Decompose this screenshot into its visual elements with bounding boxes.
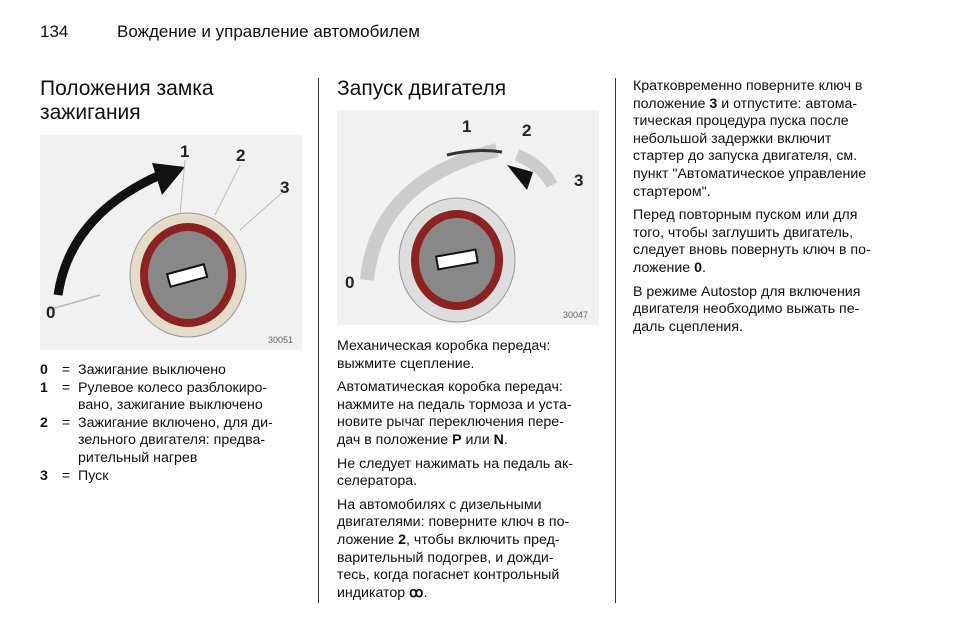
- text-segment: Не следует нажимать на педаль ак-: [337, 455, 573, 472]
- text-segment: пункт "Автоматическое управление: [633, 165, 867, 182]
- text-segment: Автоматическая коробка передач:: [337, 379, 563, 396]
- text-segment: .: [503, 431, 508, 448]
- figure-label: 1: [180, 142, 190, 161]
- paragraph: [633, 284, 895, 337]
- column-2-text: [337, 338, 599, 608]
- text-line: [633, 78, 895, 96]
- legend-equals: =: [61, 362, 71, 378]
- text-segment: варительный подогрев, и дожди-: [337, 549, 554, 566]
- text-segment: двигателями: поверните ключ в по-: [337, 514, 570, 531]
- text-line: [337, 514, 599, 532]
- text-line: [633, 148, 895, 166]
- page-number: 134: [40, 22, 69, 41]
- column-1: [40, 77, 302, 125]
- text-line: [633, 166, 895, 184]
- section-heading: [40, 77, 302, 125]
- text-segment: положение: [633, 95, 710, 112]
- text-line: [337, 532, 599, 550]
- figure-code: 30051: [268, 335, 294, 345]
- legend-item: [40, 362, 302, 380]
- text-segment: тическая процедура пуска после: [633, 113, 849, 130]
- legend-item: [40, 450, 302, 468]
- text-segment: На автомобилях с дизельными: [337, 496, 542, 513]
- figure-label: 3: [280, 178, 290, 197]
- engine-start-figure: [337, 110, 599, 325]
- text-segment: новите рычаг переключения пере-: [337, 414, 564, 431]
- column-2: [337, 77, 599, 101]
- text-segment: ложение: [633, 259, 695, 276]
- text-line: [633, 184, 895, 202]
- legend-key: 0: [40, 362, 48, 378]
- text-line: [337, 585, 599, 603]
- text-segment: выжмите сцепление.: [337, 355, 475, 372]
- text-segment: небольшой задержки включит: [633, 130, 832, 147]
- bold-text: 2: [398, 531, 407, 548]
- text-segment: Перед повторным пуском или для: [633, 207, 858, 224]
- paragraph: [337, 338, 599, 373]
- bold-text: 3: [709, 95, 718, 112]
- text-line: [633, 131, 895, 149]
- text-segment: .: [423, 584, 428, 601]
- legend-text: Пуск: [78, 467, 109, 484]
- text-line: [337, 432, 599, 450]
- column-3-text: [633, 78, 895, 342]
- column-divider: [318, 78, 319, 603]
- legend-equals: =: [61, 379, 71, 396]
- figure-label: 2: [522, 121, 532, 140]
- text-segment: того, чтобы заглушить двигатель,: [633, 224, 854, 241]
- text-segment: двигателя необходимо выжать пе-: [633, 301, 860, 318]
- text-line: [337, 456, 599, 474]
- legend-key: 3: [40, 467, 48, 484]
- paragraph: [337, 456, 599, 491]
- text-segment: и отпустите: автома-: [717, 95, 858, 112]
- text-segment: тесь, когда погаснет контрольный: [337, 567, 560, 584]
- heading-line: Положения замка: [40, 77, 214, 100]
- figure-label: 3: [574, 171, 584, 190]
- text-line: [337, 473, 599, 491]
- legend-item: [40, 468, 302, 486]
- position-legend: [40, 362, 302, 485]
- figure-label: 1: [462, 117, 472, 136]
- text-segment: , чтобы включить пред-: [406, 531, 560, 548]
- text-segment: индикатор: [337, 584, 410, 601]
- bold-text: N: [493, 431, 504, 448]
- text-segment: Кратковременно поверните ключ в: [633, 78, 863, 94]
- text-line: [337, 550, 599, 568]
- paragraph: [337, 379, 599, 449]
- legend-equals: =: [61, 467, 71, 484]
- text-line: [337, 414, 599, 432]
- paragraph: [337, 497, 599, 603]
- text-line: [633, 301, 895, 319]
- text-segment: стартером".: [633, 183, 711, 200]
- text-segment: селератора.: [337, 473, 418, 490]
- text-line: [633, 284, 895, 302]
- text-line: [633, 96, 895, 114]
- text-line: [337, 497, 599, 515]
- chapter-title: Вождение и управление автомобилем: [117, 22, 420, 41]
- text-segment: дач в положение: [337, 431, 453, 448]
- legend-equals: [54, 432, 78, 450]
- legend-equals: [54, 450, 78, 468]
- legend-item: [40, 415, 302, 433]
- text-segment: В режиме Autostop для включения: [633, 283, 861, 300]
- text-line: [633, 260, 895, 278]
- heading-line: зажигания: [40, 101, 141, 124]
- legend-text: Рулевое колесо разблокиро-: [78, 379, 268, 396]
- figure-label: 2: [236, 146, 246, 165]
- column-divider: [615, 78, 616, 603]
- legend-key: [40, 450, 54, 468]
- figure-label: 0: [345, 273, 355, 292]
- legend-key: 2: [40, 414, 48, 431]
- text-line: [633, 242, 895, 260]
- text-segment: или: [461, 431, 494, 448]
- legend-key: [40, 432, 54, 450]
- paragraph: [633, 78, 895, 201]
- text-line: [633, 319, 895, 337]
- legend-equals: =: [61, 414, 71, 431]
- text-segment: ложение: [337, 531, 399, 548]
- text-line: [633, 207, 895, 225]
- text-line: [337, 356, 599, 374]
- text-line: [337, 397, 599, 415]
- bold-text: 0: [694, 259, 703, 276]
- text-line: [337, 379, 599, 397]
- text-line: [337, 567, 599, 585]
- legend-item: [40, 397, 302, 415]
- text-line: [633, 225, 895, 243]
- legend-text: Зажигание включено, для ди-: [78, 414, 273, 431]
- legend-key: 1: [40, 379, 48, 396]
- text-segment: Механическая коробка передач:: [337, 338, 551, 354]
- section-heading: Запуск двигателя: [337, 77, 507, 100]
- legend-text: зельного двигателя: предва-: [78, 432, 266, 449]
- legend-text: Зажигание выключено: [78, 362, 226, 378]
- legend-equals: [54, 397, 78, 415]
- figure-code: 30047: [563, 310, 589, 320]
- legend-key: [40, 397, 54, 415]
- legend-text: вано, зажигание выключено: [78, 397, 263, 414]
- figure-label: 0: [46, 303, 56, 322]
- text-segment: стартер до запуска двигателя, см.: [633, 148, 858, 165]
- paragraph: [633, 207, 895, 277]
- bold-text: P: [452, 431, 462, 448]
- text-segment: даль сцепления.: [633, 318, 743, 335]
- text-segment: нажмите на педаль тормоза и уста-: [337, 396, 572, 413]
- text-segment: следует вновь повернуть ключ в по-: [633, 242, 871, 259]
- legend-item: [40, 432, 302, 450]
- text-line: [633, 113, 895, 131]
- bold-text: ꝏ: [409, 584, 424, 601]
- legend-item: [40, 380, 302, 398]
- legend-text: рительный нагрев: [78, 449, 198, 466]
- text-segment: .: [702, 259, 706, 276]
- text-line: [337, 338, 599, 356]
- ignition-positions-figure: [40, 135, 302, 350]
